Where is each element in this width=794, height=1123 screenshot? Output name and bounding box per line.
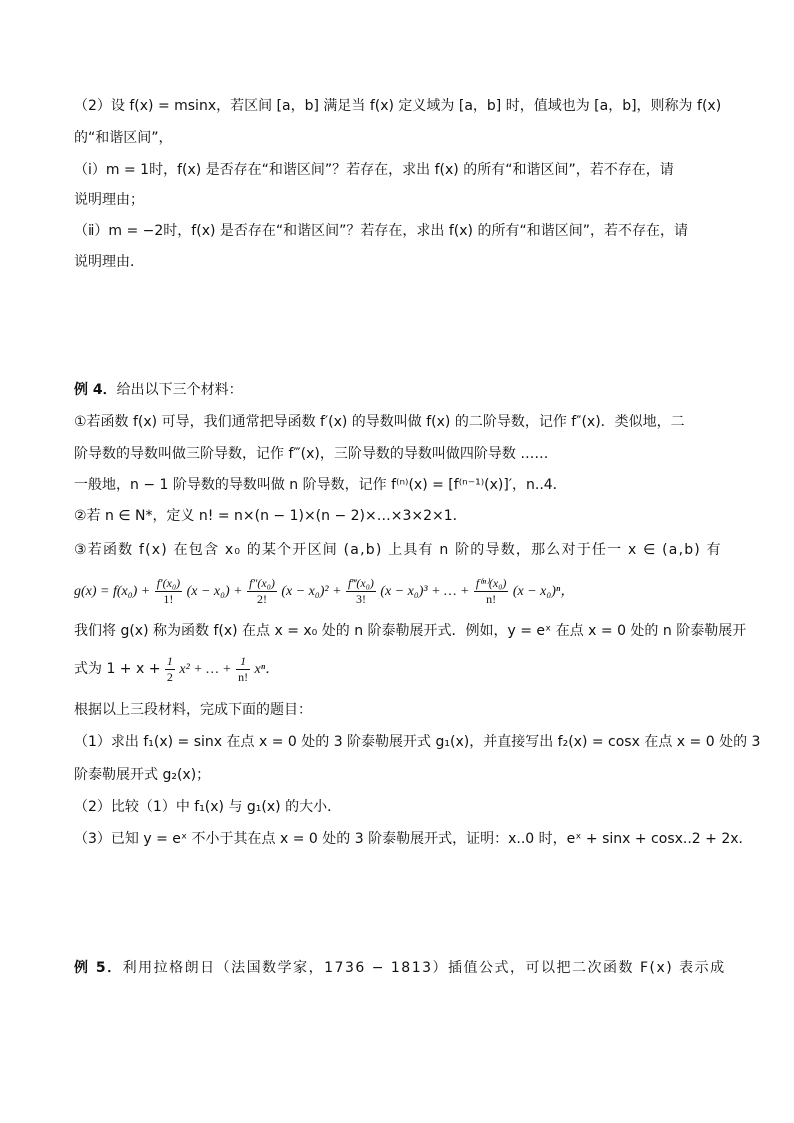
material-2: ②若 n ∈ N*，定义 n! = n×(n − 1)×(n − 2)×…×3×2×1． [74, 508, 467, 524]
material-1-line-3: 一般地，n − 1 阶导数的导数叫做 n 阶导数，记作 f⁽ⁿ⁾(x) = [f⁽ⁿ⁻¹⁾(x)]′，n..4． [74, 477, 567, 493]
task-1-line-1: （1）求出 f₁(x) = sinx 在点 x = 0 处的 3 阶泰勒展开式 g₁(x)，并直接写出 f₂(x) = cosx 在点 x = 0 处的 3 [74, 734, 761, 750]
task-3: （3）已知 y = eˣ 不小于其在点 x = 0 处的 3 阶泰勒展开式，证明：x..0 时，eˣ + sinx + cosx..2 + 2x． [74, 831, 753, 847]
series-part-c: xⁿ． [254, 662, 280, 677]
example-4-heading [74, 380, 243, 400]
material-3-line-4 [74, 652, 279, 687]
example-4-label: 例 4． [74, 382, 117, 398]
taylor-formula [74, 574, 574, 609]
example-5-label: 例 5． [74, 960, 123, 976]
frac-term-3: $\frac{\text{f‴(x₀)}}{3!}$ [348, 575, 374, 606]
task-2: （2）比较（1）中 f₁(x) 与 g₁(x) 的大小． [74, 799, 342, 815]
material-1-line-2: 阶导数的导数叫做三阶导数，记作 f‴(x)，三阶导数的导数叫做四阶导数 …… [74, 446, 549, 462]
formula-part-c: (x − x₀)² + [281, 584, 342, 599]
frac-half: $\frac{1}{2}$ [166, 653, 173, 684]
example-5-text: 利用拉格朗日（法国数学家，1736 − 1813）插值公式，可以把二次函数 F(x) 表示成 [122, 960, 726, 976]
task-intro: 根据以上三段材料，完成下面的题目： [74, 702, 312, 718]
example-5 [74, 958, 726, 978]
q2-ii-line-1: （ⅱ）m = −2时，f(x) 是否存在“和谐区间”？若存在，求出 f(x) 的所有“和谐区间”，若不存在，请 [74, 223, 688, 239]
material-3-line-3: 我们将 g(x) 称为函数 f(x) 在点 x = x₀ 处的 n 阶泰勒展开式．例如，y = eˣ 在点 x = 0 处的 n 阶泰勒展开 [74, 623, 747, 639]
formula-part-e: (x − x₀)ⁿ， [512, 584, 575, 599]
formula-part-b: (x − x₀) + [186, 584, 243, 599]
formula-part-a: g(x) = f(x₀) + [74, 584, 151, 599]
material-1-line-1: ①若函数 f(x) 可导，我们通常把导函数 f′(x) 的导数叫做 f(x) 的二阶导数，记作 f″(x)．类似地，二 [74, 414, 685, 430]
q2-i-line-1: （ⅰ）m = 1时，f(x) 是否存在“和谐区间”？若存在，求出 f(x) 的所有“和谐区间”，若不存在，请 [74, 162, 674, 178]
q2-line-1: （2）设 f(x) = msinx，若区间 [a，b] 满足当 f(x) 定义域为 [a，b] 时，值域也为 [a，b]，则称为 f(x) [74, 98, 722, 114]
frac-term-2: $\frac{\text{f″(x₀)}}{2!}$ [249, 575, 275, 606]
formula-part-d: (x − x₀)³ + … + [380, 584, 470, 599]
material-3-line-1: ③若函数 f(x) 在包含 x₀ 的某个开区间 (a,b) 上具有 n 阶的导数，那么对于任一 x ∈ (a,b) 有 [74, 542, 722, 558]
task-1-line-2: 阶泰勒展开式 g₂(x)； [74, 767, 211, 783]
frac-term-n: $\frac{\text{f⁽ⁿ⁾(x₀)}}{n!}$ [475, 575, 507, 606]
frac-term-1: $\frac{\text{f′(x₀)}}{1!}$ [156, 575, 181, 606]
q2-i-line-2: 说明理由； [74, 192, 144, 208]
frac-one-over-n-factorial: $\frac{1}{n!}$ [238, 653, 249, 684]
series-part-a: 式为 1 + x + [74, 661, 161, 677]
q2-line-2: 的“和谐区间”， [74, 130, 173, 146]
example-4-intro: 给出以下三个材料： [116, 382, 243, 398]
q2-ii-line-2: 说明理由． [74, 254, 144, 270]
series-part-b: x² + … + [179, 662, 232, 677]
